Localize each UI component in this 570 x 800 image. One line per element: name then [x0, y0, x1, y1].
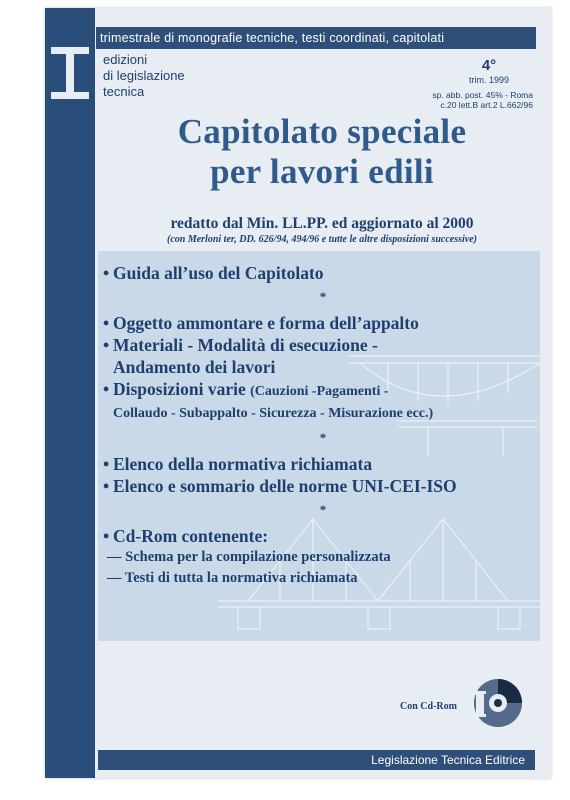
- item-continuation: Collaudo - Subappalto - Sicurezza - Misurazione ecc.): [113, 406, 434, 421]
- list-item: [103, 312, 543, 334]
- item-continuation: Andamento dei lavori: [113, 357, 276, 377]
- item-detail: (Cauzioni -Pagamenti -: [250, 384, 389, 399]
- cd-rom-label: Con Cd-Rom: [400, 701, 457, 712]
- issue-number: 4°: [481, 57, 497, 74]
- bullet: •: [103, 379, 110, 399]
- item-text: Cd-Rom contenente:: [113, 526, 269, 546]
- publisher-footer: Legislazione Tecnica Editrice: [98, 750, 535, 770]
- issue-info: [445, 58, 533, 86]
- list-item: [103, 475, 543, 497]
- bullet: •: [103, 313, 110, 333]
- publisher-name: [103, 52, 185, 100]
- item-text: Guida all’uso del Capitolato: [113, 263, 324, 283]
- item-text: Materiali - Modalità di esecuzione -: [113, 335, 378, 355]
- list-item: [103, 453, 543, 475]
- item-text: Elenco e sommario delle norme UNI-CEI-ISO: [113, 476, 457, 496]
- book-cover: [45, 8, 551, 778]
- publisher-line: di legislazione: [103, 68, 185, 83]
- sub-item-text: Testi di tutta la normativa richiamata: [124, 570, 358, 586]
- item-text: Elenco della normativa richiamata: [113, 454, 373, 474]
- title-line: Capitolato speciale: [177, 112, 467, 151]
- bullet: •: [103, 526, 110, 546]
- separator-star: *: [319, 430, 327, 445]
- list-item: [103, 334, 543, 356]
- publisher-line: tecnica: [103, 84, 145, 99]
- series-banner: trimestrale di monografie tecniche, testi coordinati, capitolati: [96, 27, 536, 49]
- dash: —: [107, 570, 122, 586]
- postal-line: c.20 lett.B art.2 L.662/96: [440, 100, 533, 110]
- cover-spine-stripe: [45, 8, 95, 778]
- dash: —: [107, 549, 122, 565]
- sub-item: [103, 547, 543, 568]
- cover-title: [97, 112, 547, 192]
- cover-subnote: (con Merloni ter, DD. 626/94, 494/96 e tutte le altre disposizioni successive): [167, 234, 477, 245]
- bullet: •: [103, 335, 110, 355]
- sub-item-text: Schema per la compilazione personalizzata: [125, 549, 391, 565]
- publisher-line: edizioni: [103, 52, 148, 67]
- item-text: Oggetto ammontare e forma dell’appalto: [113, 313, 419, 333]
- bullet: •: [103, 476, 110, 496]
- bullet: •: [103, 454, 110, 474]
- list-item: [103, 262, 543, 284]
- list-item: [103, 378, 543, 403]
- postal-info: [405, 90, 533, 110]
- issue-period: trim. 1999: [468, 75, 510, 85]
- title-line: per lavori edili: [210, 152, 434, 191]
- sub-item: [103, 568, 543, 589]
- cd-rom-icon: [470, 673, 530, 733]
- item-text: Disposizioni varie: [113, 379, 246, 399]
- cover-subtitle: redatto dal Min. LL.PP. ed aggiornato al 2000: [170, 215, 474, 232]
- i-beam-logo-icon: [49, 44, 91, 102]
- contents-list: [103, 262, 543, 589]
- bullet: •: [103, 263, 110, 283]
- list-item: [103, 525, 543, 547]
- postal-line: sp. abb. post. 45% - Roma: [432, 90, 533, 100]
- separator-star: *: [319, 289, 327, 304]
- separator-star: *: [319, 502, 327, 517]
